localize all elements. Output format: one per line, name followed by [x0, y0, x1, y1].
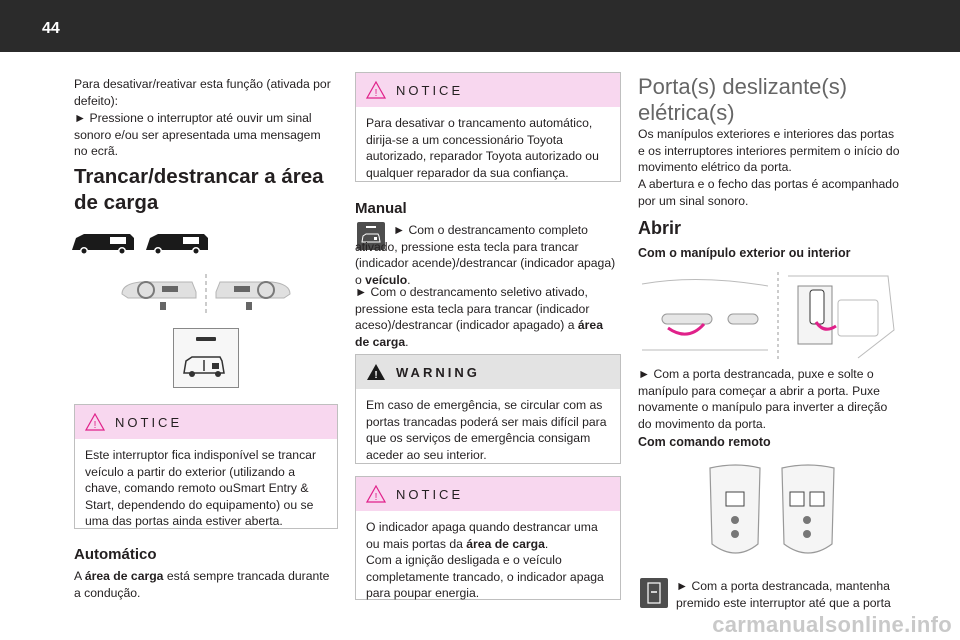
notice-label: NOTICE — [115, 414, 183, 430]
warning-text: Em caso de emergência, se circular com as portas trancadas poderá ser mais difícil para que os serviços de emergência consigam aceder ao seu interior. — [366, 398, 607, 462]
svg-text:!: ! — [374, 492, 378, 503]
warning-triangle-icon — [366, 363, 386, 381]
section-title-line1: Trancar/destrancar a área — [74, 165, 324, 188]
warning-triangle-icon — [85, 413, 105, 431]
notice-header — [75, 405, 337, 439]
notice-box-2 — [355, 72, 621, 182]
automatic-title: Automático — [74, 546, 157, 563]
handle-instruction: ► Com a porta destrancada, puxe e solte o manípulo para começar a abrir a porta. Puxe novamente o manípulo para inverter a direção do movimento da porta. — [638, 367, 888, 431]
notice-text: Para desativar o trancamento automático, dirija-se a um concessionário Toyota autorizado, reparador Toyota autorizado ou qualquer reparador da sua confiança. — [366, 116, 599, 180]
svg-text:!: ! — [374, 88, 378, 99]
manual-paragraph-1: ► Com o destrancamento completo ativado, pressione esta tecla para trancar (indicador acende)/destrancar (indicador apaga) o veículo. — [355, 223, 616, 287]
remote-instruction: ► Com a porta destrancada, mantenha premido este interruptor até que a porta — [676, 579, 891, 610]
open-title: Abrir — [638, 218, 682, 238]
manual-title: Manual — [355, 200, 407, 217]
watermark: carmanualsonline.info — [712, 612, 952, 637]
top-bar — [0, 0, 960, 52]
remote-keys-illustration — [698, 462, 848, 566]
warning-box — [355, 354, 621, 464]
intro-bullet: ► Pressione o interruptor até ouvir um sinal sonoro e/ou ser apresentada uma mensagem no ecrã. — [74, 111, 321, 159]
section-title-line1: Porta(s) deslizante(s) — [638, 74, 848, 99]
section-title-cargo — [74, 164, 324, 216]
manual-paragraph-2: ► Com o destrancamento seletivo ativado, pressione esta tecla para trancar (indicador aceso)/destrancar (indicador apagado) a área de carga. — [355, 285, 603, 349]
notice-box-1 — [74, 404, 338, 529]
section-title-sliding-doors — [638, 74, 847, 126]
warning-triangle-icon — [366, 81, 386, 99]
notice-text: O indicador apaga quando destrancar uma ou mais portas da área de carga. — [366, 520, 598, 551]
section-title-line2: elétrica(s) — [638, 100, 735, 125]
notice-header — [356, 477, 620, 511]
section-title-line2: de carga — [74, 191, 159, 214]
notice-text: Este interruptor fica indisponível se trancar veículo a partir do exterior (utilizando a chave, comando remoto ouSmart Entry & Start, dependendo do equipamento) ou se uma das portas ainda estiver aberta. — [85, 448, 316, 529]
warning-label: WARNING — [396, 364, 480, 380]
notice-label: NOTICE — [396, 486, 464, 502]
sliding-doors-text-1: Os manípulos exteriores e interiores das portas e os interruptores interiores permitem o início do movimento elétrico da porta. — [638, 127, 900, 175]
page-number: 44 — [42, 20, 60, 37]
subtitle-remote: Com comando remoto — [638, 435, 771, 449]
notice-header — [356, 73, 620, 107]
van-icons — [70, 226, 210, 258]
dashboard-switch-icons — [120, 272, 292, 316]
subtitle-handle: Com o manípulo exterior ou interior — [638, 246, 851, 260]
automatic-text: A área de carga está sempre trancada durante a condução. — [74, 569, 330, 600]
warning-triangle-icon — [366, 485, 386, 503]
notice-text-2: Com a ignição desligada e o veículo completamente trancado, o indicador apaga para poupar energia. — [366, 553, 604, 601]
door-switch-icon — [640, 578, 668, 608]
intro-text: Para desativar/reativar esta função (ativada por defeito): — [74, 77, 331, 108]
svg-text:!: ! — [374, 370, 378, 381]
notice-label: NOTICE — [396, 82, 464, 98]
svg-text:!: ! — [93, 420, 97, 431]
cargo-lock-switch-icon — [173, 328, 239, 388]
warning-header — [356, 355, 620, 389]
sliding-doors-text-2: A abertura e o fecho das portas é acompanhado por um sinal sonoro. — [638, 177, 899, 208]
notice-box-3 — [355, 476, 621, 600]
door-handle-illustration — [638, 270, 900, 362]
